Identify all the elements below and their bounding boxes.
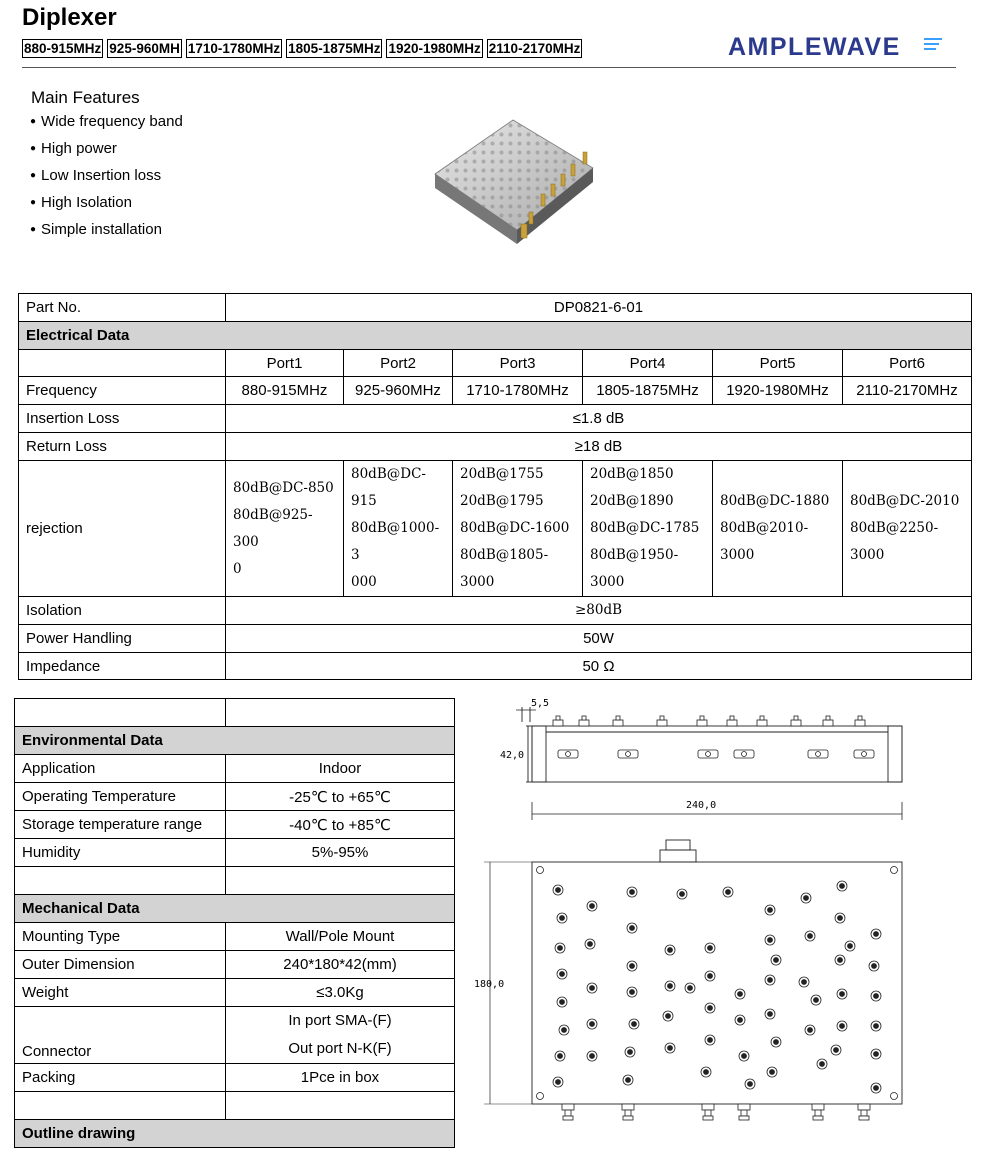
packing-label: Packing (15, 1064, 226, 1092)
packing-value: 1Pce in box (226, 1064, 455, 1092)
connector-label: Connector (15, 1007, 226, 1064)
frequency-label: Frequency (19, 377, 226, 405)
connector-value (226, 1007, 455, 1064)
empty-cell (19, 350, 226, 377)
band-label: 2110-2170MHz (488, 41, 581, 56)
part-no-label: Part No. (19, 294, 226, 322)
bottom-connectors (562, 1104, 870, 1120)
rejection-line: 80dB@DC-1600 (460, 520, 570, 536)
empty-cell (15, 699, 226, 727)
application-label: Application (15, 755, 226, 783)
table-row (15, 923, 455, 951)
dim-height-label: 42,0 (500, 750, 525, 761)
table-row (19, 433, 972, 461)
power-value: 50W (226, 625, 972, 653)
section-header (15, 1120, 455, 1148)
rejection-line: 80dB@1950-3000 (590, 547, 679, 590)
storage-temperature-label: Storage temperature range (15, 811, 226, 839)
table-row (15, 755, 455, 783)
outer-dimension-value: 240*180*42(mm) (226, 951, 455, 979)
rejection-line: 80dB@DC-1880 (720, 493, 830, 509)
rejection-line: 0 (233, 560, 242, 577)
table-row (15, 811, 455, 839)
rejection-line: 20dB@1755 (460, 466, 544, 482)
top-view (484, 840, 902, 1104)
port-header: Port3 (453, 350, 583, 377)
environmental-data-heading: Environmental Data (15, 727, 455, 755)
table-row (15, 867, 455, 895)
empty-cell (226, 867, 455, 895)
electrical-spec-table (18, 293, 972, 680)
operating-temperature-value: -25℃ to +65℃ (226, 783, 455, 811)
side-view (516, 707, 902, 782)
insertion-loss-value: ≤1.8 dB (226, 405, 972, 433)
rejection-line: 20dB@1795 (460, 493, 544, 509)
tuning-screws (537, 867, 898, 1100)
table-row (15, 1007, 455, 1064)
rejection-line: 20dB@1850 (590, 466, 674, 482)
return-loss-value: ≥18 dB (226, 433, 972, 461)
outline-drawing (470, 690, 970, 1152)
dim-width-label: 240,0 (686, 800, 717, 811)
table-row (15, 1092, 455, 1120)
connector-out: Out port N-K(F) (288, 1040, 392, 1057)
band-label: 1920-1980MHz (388, 41, 481, 56)
weight-value: ≤3.0Kg (226, 979, 455, 1007)
frequency-value: 880-915MHz (226, 377, 344, 405)
features-title: Main Features (31, 88, 140, 107)
features-list (30, 112, 183, 247)
band-label: 1805-1875MHz (288, 41, 381, 56)
table-row (19, 653, 972, 680)
port-header: Port2 (344, 350, 453, 377)
side-connectors (553, 716, 865, 726)
humidity-value: 5%-95% (226, 839, 455, 867)
isolation-value: ≥80dB (226, 597, 972, 625)
feature-item: ● Wide frequency band (30, 112, 183, 139)
humidity-label: Humidity (15, 839, 226, 867)
table-row (19, 597, 972, 625)
port-header: Port1 (226, 350, 344, 377)
section-header (15, 727, 455, 755)
impedance-value: 50 Ω (226, 653, 972, 680)
return-loss-label: Return Loss (19, 433, 226, 461)
rejection-cell (344, 461, 453, 597)
rejection-line: 80dB@DC-1785 (590, 520, 700, 536)
table-row (15, 1064, 455, 1092)
frequency-band-list (22, 39, 582, 58)
rejection-cell (713, 461, 843, 597)
feature-item: ● Low Insertion loss (30, 166, 183, 193)
table-row (19, 350, 972, 377)
empty-cell (226, 699, 455, 727)
frequency-value: 1710-1780MHz (453, 377, 583, 405)
table-row (15, 783, 455, 811)
impedance-label: Impedance (19, 653, 226, 680)
page-title: Diplexer (22, 4, 117, 31)
rejection-line: 80dB@DC-2010 (850, 493, 960, 509)
frequency-value: 925-960MHz (344, 377, 453, 405)
feature-item: ● High Isolation (30, 193, 183, 220)
table-row (15, 979, 455, 1007)
rejection-cell (843, 461, 972, 597)
section-header (15, 895, 455, 923)
operating-temperature-label: Operating Temperature (15, 783, 226, 811)
amplewave-logo (728, 30, 946, 62)
table-row (15, 839, 455, 867)
rejection-label: rejection (19, 461, 226, 597)
insertion-loss-label: Insertion Loss (19, 405, 226, 433)
dim-thickness-label: 5,5 (531, 698, 550, 709)
table-row (19, 461, 972, 597)
empty-cell (15, 1092, 226, 1120)
electrical-data-heading: Electrical Data (19, 322, 972, 350)
mounting-type-value: Wall/Pole Mount (226, 923, 455, 951)
section-header (19, 322, 972, 350)
frequency-value: 2110-2170MHz (843, 377, 972, 405)
port-header: Port6 (843, 350, 972, 377)
table-row (19, 625, 972, 653)
isolation-label: Isolation (19, 597, 226, 625)
feature-item: ● High power (30, 139, 183, 166)
rejection-cell (583, 461, 713, 597)
rejection-line: 80dB@DC-850 (233, 479, 334, 496)
band-label: 925-960MH (109, 41, 180, 56)
band-label: 1710-1780MHz (187, 41, 281, 56)
table-row (19, 405, 972, 433)
rejection-line: 80dB@2250-3000 (850, 520, 939, 563)
rejection-line: 20dB@1890 (590, 493, 674, 509)
table-row (15, 699, 455, 727)
mounting-type-label: Mounting Type (15, 923, 226, 951)
rejection-line: 80dB@DC-915 (351, 466, 426, 509)
frequency-value: 1805-1875MHz (583, 377, 713, 405)
rejection-cell (226, 461, 344, 597)
mechanical-data-heading: Mechanical Data (15, 895, 455, 923)
table-row (19, 294, 972, 322)
empty-cell (226, 1092, 455, 1120)
feature-item: ● Simple installation (30, 220, 183, 247)
table-row (15, 951, 455, 979)
weight-label: Weight (15, 979, 226, 1007)
port-header: Port4 (583, 350, 713, 377)
rejection-line: 80dB@1000-3 (351, 520, 440, 563)
width-dimension (532, 802, 902, 820)
header-divider (22, 67, 956, 68)
power-label: Power Handling (19, 625, 226, 653)
logo-text: AMPLEWAVE (728, 33, 901, 61)
application-value: Indoor (226, 755, 455, 783)
connector-in: In port SMA-(F) (288, 1012, 392, 1029)
part-no-value: DP0821-6-01 (226, 294, 972, 322)
port-header: Port5 (713, 350, 843, 377)
rejection-cell (453, 461, 583, 597)
band-label: 880-915MHz (24, 41, 102, 56)
outline-drawing-heading: Outline drawing (15, 1120, 455, 1148)
storage-temperature-value: -40℃ to +85℃ (226, 811, 455, 839)
environmental-mechanical-table (14, 698, 455, 1148)
rejection-line: 80dB@2010-3000 (720, 520, 809, 563)
outer-dimension-label: Outer Dimension (15, 951, 226, 979)
dim-depth-label: 180,0 (474, 979, 505, 990)
rejection-line: 80dB@1805-3000 (460, 547, 549, 590)
table-row (19, 377, 972, 405)
empty-cell (15, 867, 226, 895)
frequency-value: 1920-1980MHz (713, 377, 843, 405)
rejection-line: 000 (351, 574, 377, 590)
product-photo (425, 112, 600, 258)
rejection-line: 80dB@925-300 (233, 506, 313, 550)
side-ports (558, 750, 874, 758)
